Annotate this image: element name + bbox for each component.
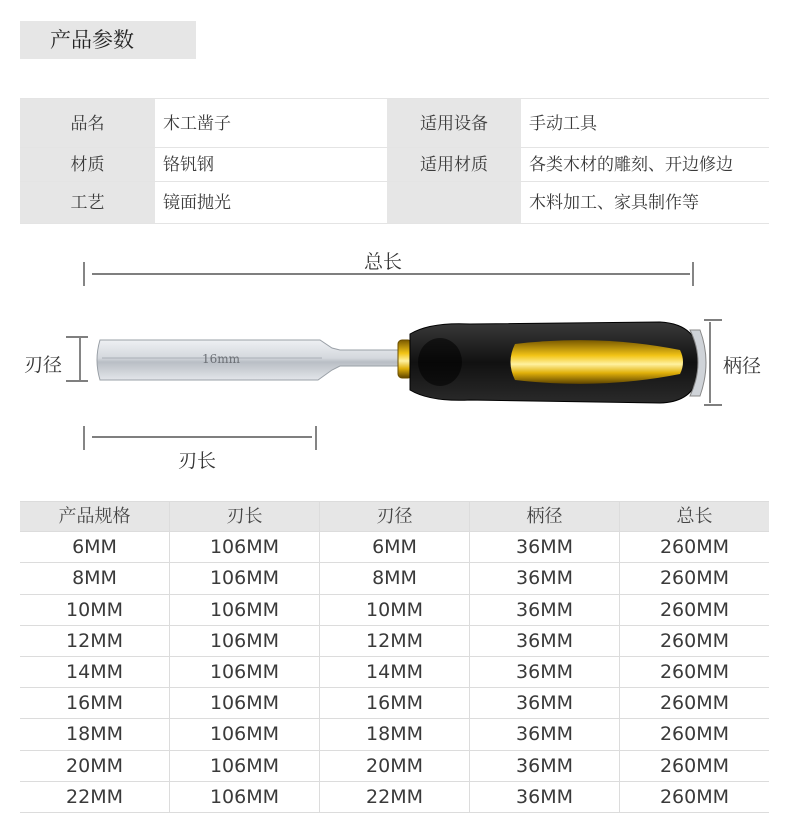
spec-cell: 36MM bbox=[469, 626, 619, 656]
params-table bbox=[20, 98, 769, 224]
param-label: 适用设备 bbox=[387, 99, 521, 147]
spec-cell: 18MM bbox=[66, 723, 123, 746]
spec-cell: 36MM bbox=[469, 719, 619, 749]
spec-cell: 10MM bbox=[66, 598, 123, 621]
param-label bbox=[387, 182, 521, 223]
params-row bbox=[20, 148, 769, 182]
blade-width-label: 刃径 bbox=[24, 354, 63, 376]
spec-cell: 106MM bbox=[169, 563, 319, 593]
spec-cell: 106MM bbox=[169, 719, 319, 749]
spec-cell: 106MM bbox=[169, 626, 319, 656]
spec-cell: 36MM bbox=[469, 782, 619, 812]
spec-cell: 260MM bbox=[619, 719, 769, 749]
blade-width-dimension bbox=[66, 337, 88, 381]
spec-cell: 260MM bbox=[619, 626, 769, 656]
spec-cell: 20MM bbox=[319, 751, 469, 781]
spec-cell: 14MM bbox=[319, 657, 469, 687]
params-row bbox=[20, 98, 769, 148]
spec-cell: 8MM bbox=[319, 563, 469, 593]
spec-cell: 12MM bbox=[66, 629, 123, 652]
chisel-handle bbox=[410, 322, 706, 403]
spec-cell: 14MM bbox=[66, 660, 123, 683]
spec-cell: 106MM bbox=[169, 657, 319, 687]
param-label: 适用材质 bbox=[387, 148, 521, 181]
spec-cell: 106MM bbox=[169, 595, 319, 625]
spec-cell: 22MM bbox=[66, 785, 123, 808]
spec-table bbox=[20, 501, 769, 813]
spec-cell: 22MM bbox=[319, 782, 469, 812]
spec-row bbox=[20, 782, 769, 813]
spec-cell: 106MM bbox=[169, 532, 319, 562]
spec-cell: 36MM bbox=[469, 657, 619, 687]
spec-cell: 260MM bbox=[619, 751, 769, 781]
spec-row bbox=[20, 657, 769, 688]
spec-cell: 16MM bbox=[66, 692, 123, 715]
spec-cell: 106MM bbox=[169, 751, 319, 781]
param-label: 品名 bbox=[20, 99, 155, 147]
spec-row bbox=[20, 595, 769, 626]
spec-cell: 260MM bbox=[619, 688, 769, 718]
spec-cell: 36MM bbox=[469, 688, 619, 718]
spec-cell: 260MM bbox=[619, 657, 769, 687]
spec-cell: 10MM bbox=[319, 595, 469, 625]
blade-marking: 16mm bbox=[202, 352, 241, 366]
spec-cell: 16MM bbox=[319, 688, 469, 718]
spec-cell: 36MM bbox=[469, 751, 619, 781]
spec-header-row bbox=[20, 501, 769, 532]
spec-cell: 260MM bbox=[619, 563, 769, 593]
param-label: 工艺 bbox=[20, 182, 155, 223]
spec-cell: 36MM bbox=[469, 595, 619, 625]
spec-cell: 8MM bbox=[72, 567, 117, 590]
spec-row bbox=[20, 751, 769, 782]
params-row bbox=[20, 182, 769, 224]
param-value: 手动工具 bbox=[529, 114, 597, 134]
section-title: 产品参数 bbox=[20, 21, 196, 59]
spec-row bbox=[20, 719, 769, 750]
spec-cell: 36MM bbox=[469, 563, 619, 593]
spec-row bbox=[20, 688, 769, 719]
handle-diameter-dimension bbox=[704, 320, 722, 405]
spec-cell: 6MM bbox=[72, 536, 117, 559]
spec-header-cell: 刃径 bbox=[319, 502, 469, 531]
spec-cell: 106MM bbox=[169, 688, 319, 718]
chisel-blade bbox=[97, 340, 400, 380]
spec-cell: 20MM bbox=[66, 754, 123, 777]
blade-length-label: 刃长 bbox=[178, 450, 217, 472]
spec-cell: 12MM bbox=[319, 626, 469, 656]
param-value: 木工凿子 bbox=[163, 114, 231, 134]
spec-cell: 18MM bbox=[319, 719, 469, 749]
handle-diameter-label: 柄径 bbox=[723, 355, 762, 377]
param-value: 木料加工、家具制作等 bbox=[529, 193, 699, 213]
spec-header-cell: 产品规格 bbox=[58, 506, 131, 527]
spec-cell: 260MM bbox=[619, 595, 769, 625]
spec-cell: 260MM bbox=[619, 532, 769, 562]
spec-cell: 6MM bbox=[319, 532, 469, 562]
total-length-label: 总长 bbox=[364, 251, 403, 273]
spec-cell: 106MM bbox=[169, 782, 319, 812]
param-value: 镜面抛光 bbox=[163, 193, 231, 213]
spec-row bbox=[20, 532, 769, 563]
spec-header-cell: 柄径 bbox=[469, 502, 619, 531]
param-label: 材质 bbox=[20, 148, 155, 181]
spec-row bbox=[20, 626, 769, 657]
param-value: 各类木材的雕刻、开边修边 bbox=[529, 155, 733, 175]
spec-header-cell: 刃长 bbox=[169, 502, 319, 531]
spec-cell: 36MM bbox=[469, 532, 619, 562]
spec-header-cell: 总长 bbox=[619, 502, 769, 531]
spec-cell: 260MM bbox=[619, 782, 769, 812]
spec-row bbox=[20, 563, 769, 594]
param-value: 铬钒钢 bbox=[163, 155, 214, 175]
chisel-diagram bbox=[0, 230, 790, 480]
